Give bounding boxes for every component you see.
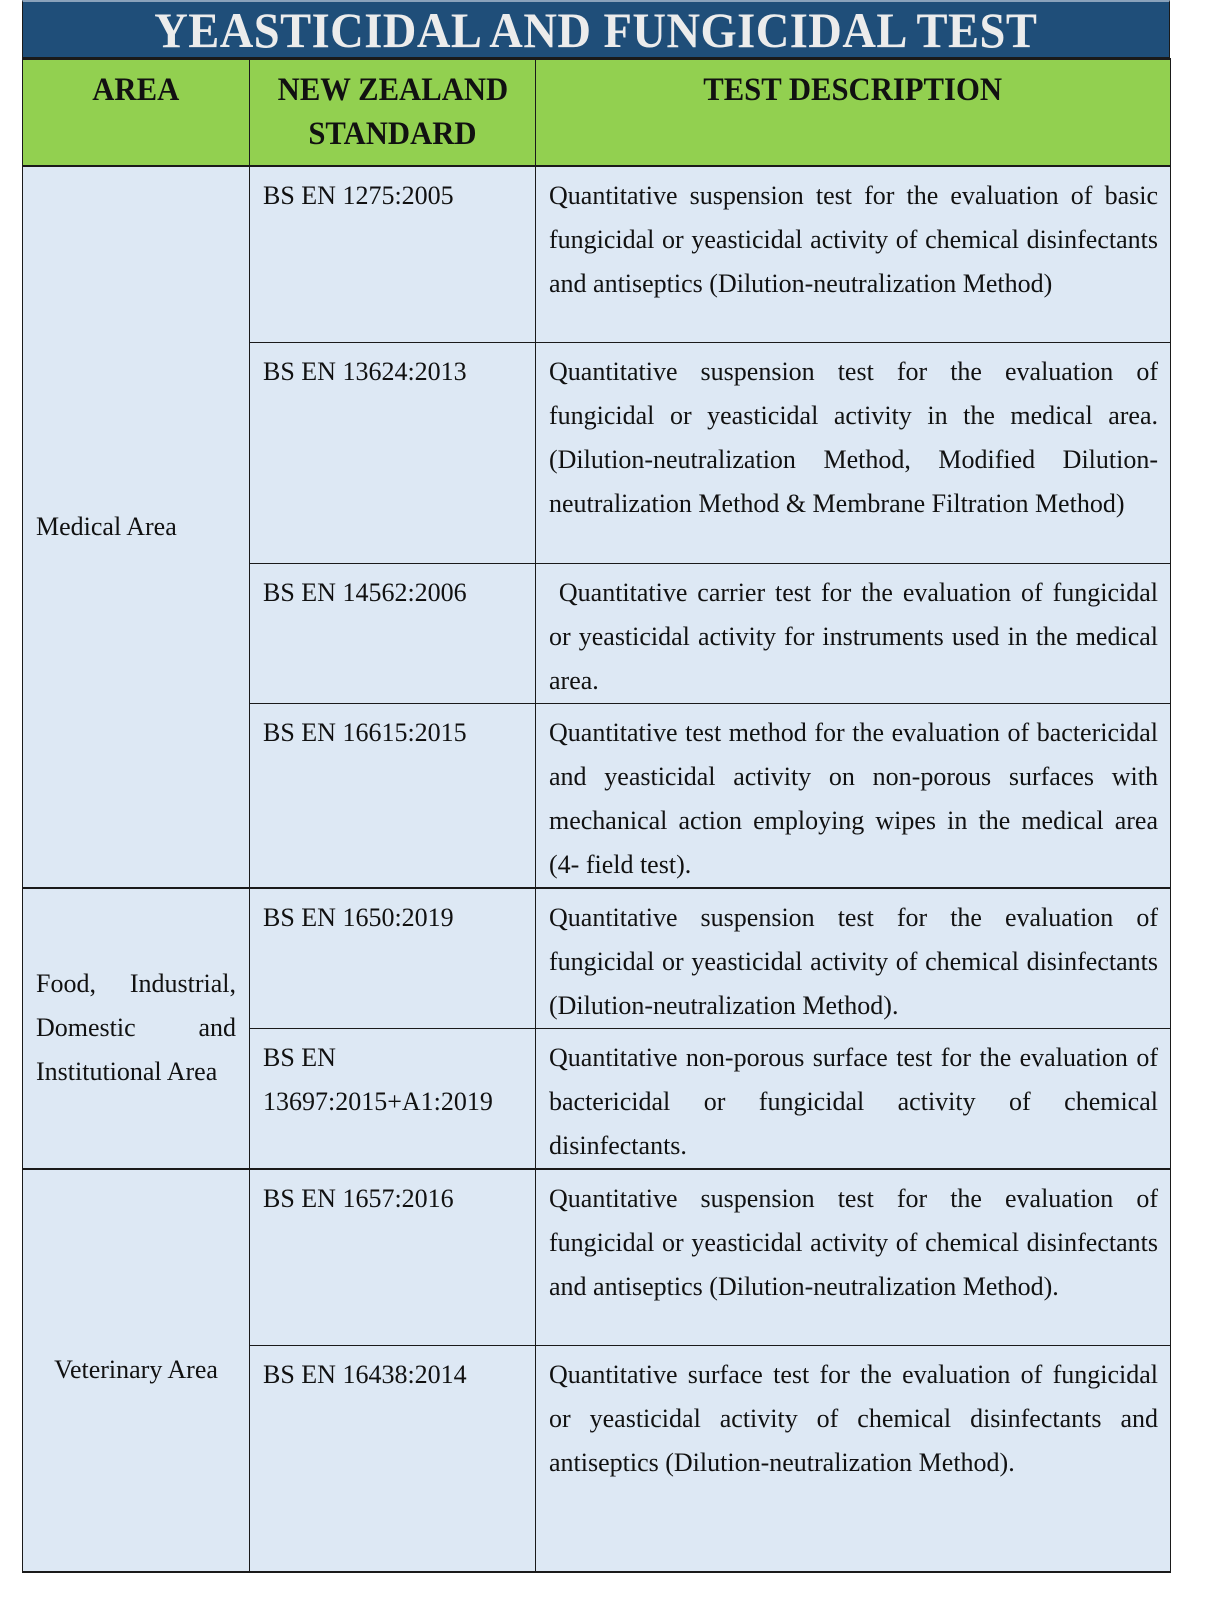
standard-cell: BS EN 1275:2005 — [250, 166, 536, 342]
page-title: YEASTICIDAL AND FUNGICIDAL TEST — [154, 1, 1038, 58]
description-cell: Quantitative suspension test for the evaluation of basic fungicidal or yeasticidal activity of chemical disinfectants and antiseptics (Dilution-neutralization Method) — [536, 166, 1171, 342]
standard-cell: BS EN 16615:2015 — [250, 703, 536, 888]
description-cell: Quantitative suspension test for the evaluation of fungicidal or yeasticidal activity of chemical disinfectants (Dilution-neutralization Method). — [536, 888, 1171, 1029]
standard-cell: BS EN 1650:2019 — [250, 888, 536, 1029]
title-bar — [22, 0, 1170, 58]
description-cell: Quantitative suspension test for the evaluation of fungicidal or yeasticidal activity in the medical area. (Dilution-neutralization Method, Modified Dilution-neutralization Method & Membrane Filtration Method) — [536, 342, 1171, 563]
standards-table — [22, 58, 1171, 1573]
description-cell: Quantitative suspension test for the evaluation of fungicidal or yeasticidal activity of chemical disinfectants and antiseptics (Dilution-neutralization Method). — [536, 1169, 1171, 1346]
description-cell: Quantitative test method for the evaluation of bactericidal and yeasticidal activity on non-porous surfaces with mechanical action employing wipes in the medical area (4- field test). — [536, 703, 1171, 888]
description-cell: Quantitative carrier test for the evaluation of fungicidal or yeasticidal activity for instruments used in the medical area. — [536, 563, 1171, 703]
description-cell: Quantitative surface test for the evaluation of fungicidal or yeasticidal activity of chemical disinfectants and antiseptics (Dilution-neutralization Method). — [536, 1346, 1171, 1572]
table-row — [23, 166, 1171, 342]
area-cell: Food, Industrial, Domestic and Institutional Area — [23, 888, 250, 1169]
standard-cell: BS EN 13697:2015+A1:2019 — [250, 1028, 536, 1169]
standard-cell: BS EN 13624:2013 — [250, 342, 536, 563]
standard-cell: BS EN 16438:2014 — [250, 1346, 536, 1572]
table-row — [23, 888, 1171, 1029]
standard-cell: BS EN 14562:2006 — [250, 563, 536, 703]
header-row — [23, 59, 1171, 166]
table-row — [23, 1169, 1171, 1346]
header-description: TEST DESCRIPTION — [536, 59, 1171, 166]
header-area: AREA — [23, 59, 250, 166]
description-cell: Quantitative non-porous surface test for the evaluation of bactericidal or fungicidal activity of chemical disinfectants. — [536, 1028, 1171, 1169]
area-cell: Medical Area — [23, 166, 250, 888]
area-cell: Veterinary Area — [23, 1169, 250, 1572]
document — [22, 0, 1170, 1573]
standard-cell: BS EN 1657:2016 — [250, 1169, 536, 1346]
header-standard: NEW ZEALAND STANDARD — [250, 59, 536, 166]
